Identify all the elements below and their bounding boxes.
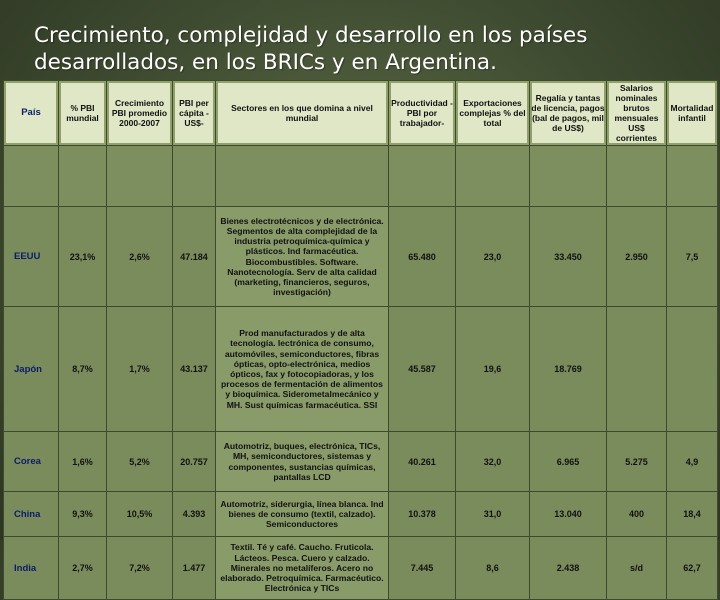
productivity-cell: 45.587 <box>389 307 456 432</box>
empty-cell <box>107 146 173 207</box>
empty-row <box>4 146 718 207</box>
productivity-cell: 10.378 <box>389 492 456 537</box>
wages-cell: s/d <box>607 537 667 600</box>
royalties-cell: 2.438 <box>530 537 607 600</box>
pbi-share-cell: 9,3% <box>59 492 107 537</box>
mortality-cell: 7,5 <box>667 207 718 307</box>
royalties-cell: 18.769 <box>530 307 607 432</box>
comparison-table <box>3 80 718 600</box>
header-royalties: Regalía y tantas de licencia, pagos (bal de pagos, mil de US$) <box>530 81 607 146</box>
complex-exports-cell: 32,0 <box>456 432 530 492</box>
sectors-cell: Textil. Té y café. Caucho. Fruticola. Lácteos. Pesca. Cuero y calzado. Minerales no metalíferos. Acero no elaborado. Petroquímica. Farmacéutico. Electrónica y TICs <box>216 537 389 600</box>
wages-cell: 400 <box>607 492 667 537</box>
pbi-per-capita-cell: 4.393 <box>173 492 216 537</box>
wages-cell: 2.950 <box>607 207 667 307</box>
header-pbi-per-capita: PBI per cápita - US$- <box>173 81 216 146</box>
sectors-cell: Prod manufacturados y de alta tecnología. lectrónica de consumo, automóviles, semiconductores, fibras ópticas, opto-electrónica, medios ópticos, fax y fotocopiadoras, y los procesos de fermentación de alimentos y bioquímica. Siderometalmecánico y MH. Sust químicas farmacéutica. SSI <box>216 307 389 432</box>
growth-cell: 10,5% <box>107 492 173 537</box>
empty-cell <box>530 146 607 207</box>
wages-cell: 5.275 <box>607 432 667 492</box>
empty-cell <box>216 146 389 207</box>
complex-exports-cell: 31,0 <box>456 492 530 537</box>
productivity-cell: 40.261 <box>389 432 456 492</box>
header-country: País <box>4 81 59 146</box>
empty-cell <box>389 146 456 207</box>
mortality-cell: 18,4 <box>667 492 718 537</box>
empty-cell <box>456 146 530 207</box>
table-row <box>4 432 718 492</box>
header-infant-mortality: Mortalidad infantil <box>667 81 718 146</box>
country-cell: EEUU <box>4 207 59 307</box>
empty-cell <box>607 146 667 207</box>
country-cell: Corea <box>4 432 59 492</box>
table-row <box>4 492 718 537</box>
pbi-per-capita-cell: 43.137 <box>173 307 216 432</box>
wages-cell <box>607 307 667 432</box>
royalties-cell: 6.965 <box>530 432 607 492</box>
pbi-per-capita-cell: 20.757 <box>173 432 216 492</box>
mortality-cell <box>667 307 718 432</box>
sectors-cell: Automotriz, buques, electrónica, TICs, MH, semiconductores, sistemas y componentes, sustancias químicas, pantallas LCD <box>216 432 389 492</box>
empty-cell <box>59 146 107 207</box>
mortality-cell: 4,9 <box>667 432 718 492</box>
complex-exports-cell: 8,6 <box>456 537 530 600</box>
mortality-cell: 62,7 <box>667 537 718 600</box>
complex-exports-cell: 23,0 <box>456 207 530 307</box>
header-productivity: Productividad - PBI por trabajador- <box>389 81 456 146</box>
header-wages: Salarios nominales brutos mensuales US$ corrientes <box>607 81 667 146</box>
empty-cell <box>667 146 718 207</box>
table-row <box>4 307 718 432</box>
country-cell: Japón <box>4 307 59 432</box>
royalties-cell: 33.450 <box>530 207 607 307</box>
complex-exports-cell: 19,6 <box>456 307 530 432</box>
table-header-row <box>4 81 718 146</box>
growth-cell: 5,2% <box>107 432 173 492</box>
pbi-share-cell: 8,7% <box>59 307 107 432</box>
pbi-per-capita-cell: 1.477 <box>173 537 216 600</box>
country-cell: India <box>4 537 59 600</box>
growth-cell: 7,2% <box>107 537 173 600</box>
pbi-share-cell: 23,1% <box>59 207 107 307</box>
empty-cell <box>173 146 216 207</box>
header-sectors: Sectores en los que domina a nivel mundial <box>216 81 389 146</box>
table-row <box>4 537 718 600</box>
royalties-cell: 13.040 <box>530 492 607 537</box>
pbi-share-cell: 1,6% <box>59 432 107 492</box>
header-growth: Crecimiento PBI promedio 2000-2007 <box>107 81 173 146</box>
growth-cell: 1,7% <box>107 307 173 432</box>
table-row <box>4 207 718 307</box>
productivity-cell: 7.445 <box>389 537 456 600</box>
productivity-cell: 65.480 <box>389 207 456 307</box>
growth-cell: 2,6% <box>107 207 173 307</box>
pbi-per-capita-cell: 47.184 <box>173 207 216 307</box>
sectors-cell: Automotriz, siderurgia, línea blanca. Ind bienes de consumo (textil, calzado). Semiconductores <box>216 492 389 537</box>
pbi-share-cell: 2,7% <box>59 537 107 600</box>
slide-title: Crecimiento, complejidad y desarrollo en los países desarrollados, en los BRICs y en Argentina. <box>34 23 588 75</box>
empty-cell <box>4 146 59 207</box>
header-complex-exports: Exportaciones complejas % del total <box>456 81 530 146</box>
header-pbi-share: % PBI mundial <box>59 81 107 146</box>
sectors-cell: Bienes electrotécnicos y de electrónica. Segmentos de alta complejidad de la industria petroquímica-química y plásticos. Ind farmacéutica. Biocombustibles. Software. Nanotecnología. Serv de alta calidad (marketing, financieros, seguros, investigación) <box>216 207 389 307</box>
country-cell: China <box>4 492 59 537</box>
